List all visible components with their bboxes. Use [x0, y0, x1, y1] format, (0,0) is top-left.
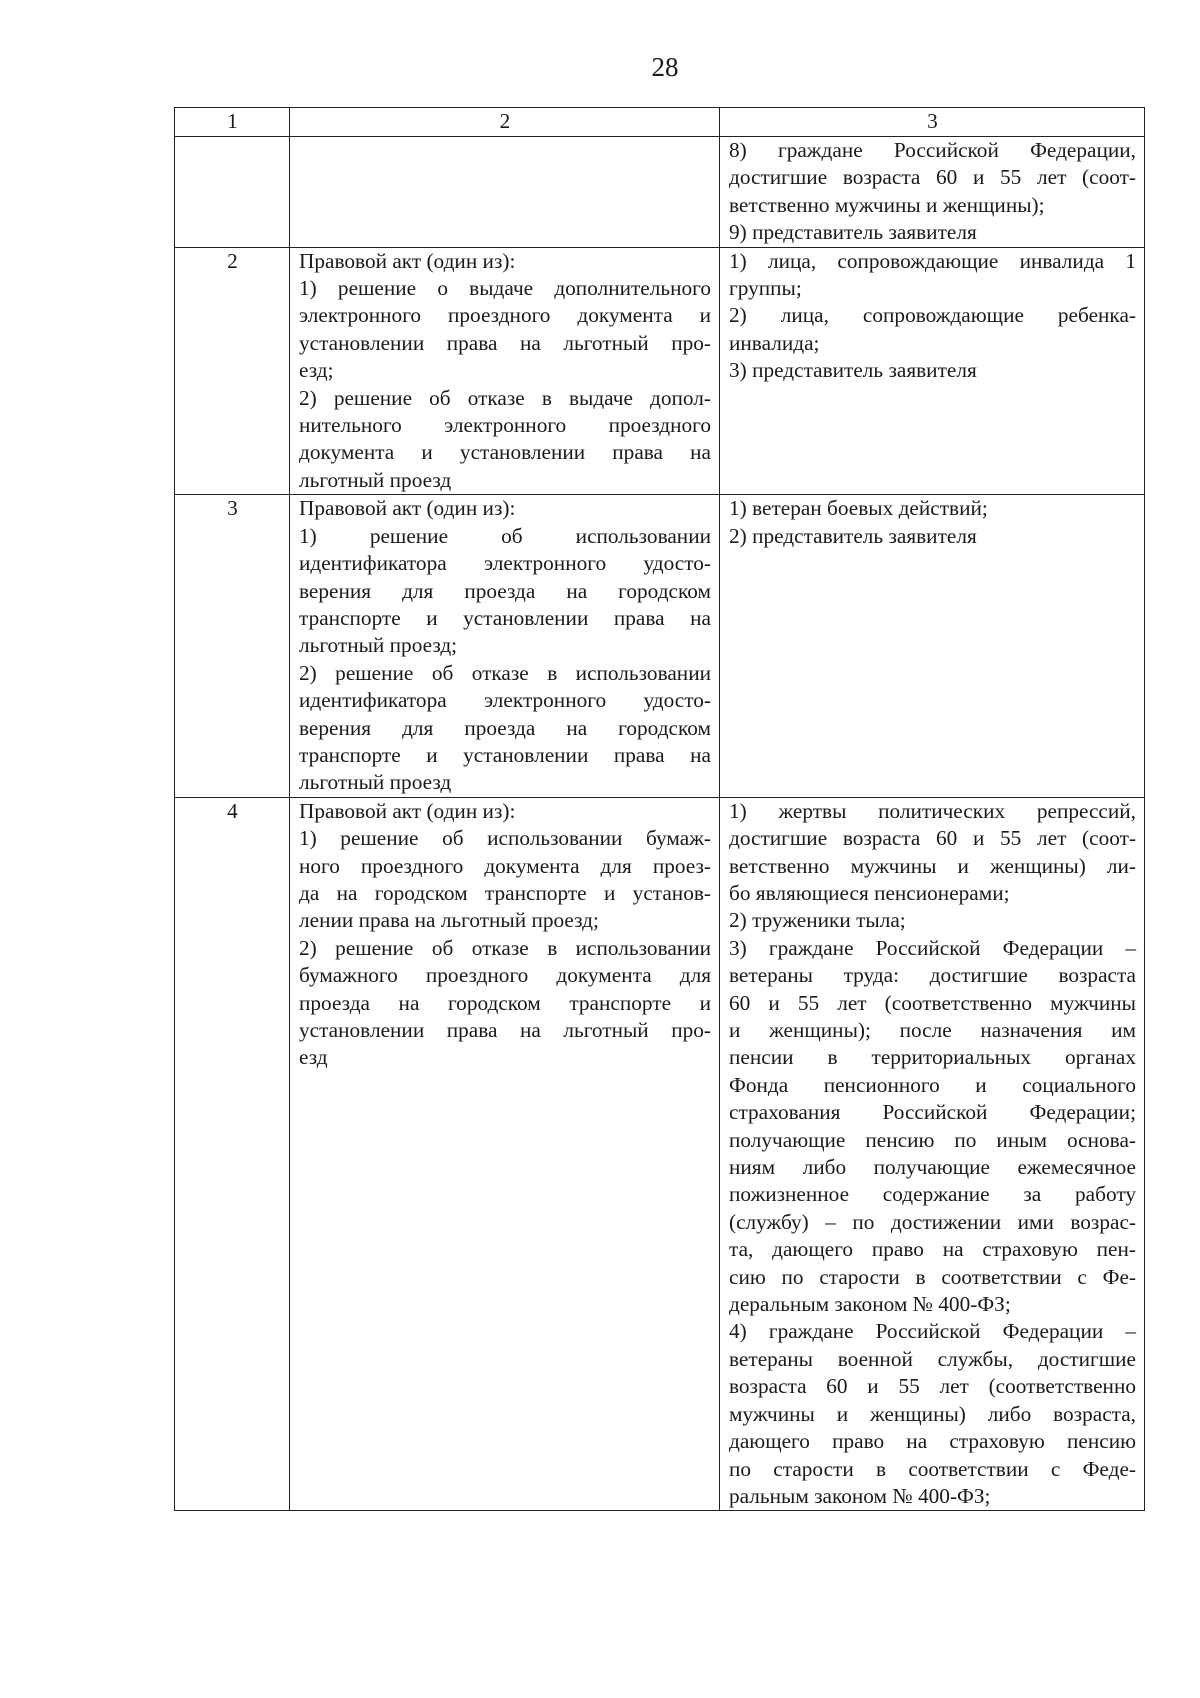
text-line: электронного проездного документа и	[299, 303, 711, 328]
text-line: Фонда пенсионного и социального	[729, 1072, 1136, 1097]
text-line: 1) ветеран боевых действий;	[729, 496, 988, 521]
text-line: ветераны военной службы, достигшие	[729, 1346, 1136, 1371]
text-line: 3) представитель заявителя	[729, 358, 977, 383]
row-number: 3	[175, 495, 290, 797]
text-line: деральным законом № 400-ФЗ;	[729, 1292, 1011, 1317]
column-number-2: 2	[290, 108, 720, 137]
text-line: и женщины); после назначения им	[729, 1018, 1136, 1042]
legal-act-cell	[290, 797, 720, 1511]
table-row	[175, 137, 1145, 248]
column-number-1: 1	[175, 108, 290, 137]
table-row	[175, 797, 1145, 1511]
text-line: та, дающего право на страховую пен-	[729, 1237, 1136, 1262]
text-line: верения для проезда на городском	[299, 715, 711, 740]
text-line: Правовой акт (один из):	[299, 798, 516, 823]
document-table	[174, 107, 1145, 1511]
row-number: 4	[175, 797, 290, 1511]
text-line: 2) представитель заявителя	[729, 523, 977, 548]
text-line: 1) решение о выдаче дополнительного	[299, 276, 711, 301]
text-line: 1) жертвы политических репрессий,	[729, 798, 1136, 823]
text-line: нительного электронного проездного	[299, 413, 711, 438]
text-line: ниям либо получающие ежемесячное	[729, 1155, 1136, 1180]
text-line: ветственно мужчины и женщины) ли-	[729, 853, 1136, 878]
text-line: 60 и 55 лет (соответственно мужчины	[729, 990, 1136, 1015]
text-line: Правовой акт (один из):	[299, 248, 516, 273]
text-line: пенсии в территориальных органах	[729, 1045, 1136, 1070]
text-line: инвалида;	[729, 330, 820, 355]
applicant-category-cell	[720, 137, 1145, 248]
text-line: страхования Российской Федерации;	[729, 1100, 1136, 1125]
text-line: льготный проезд;	[299, 633, 458, 658]
text-line: ветераны труда: достигшие возраста	[729, 963, 1136, 988]
text-line: 1) решение об использовании бумаж-	[299, 826, 711, 851]
text-line: по старости в соответствии с Феде-	[729, 1456, 1136, 1481]
text-line: ного проездного документа для проез-	[299, 853, 711, 878]
text-line: льготный проезд	[299, 770, 452, 795]
text-line: 1) решение об использовании	[299, 523, 711, 548]
text-line: 1) лица, сопровождающие инвалида 1	[729, 248, 1136, 273]
text-line: 2) решение об отказе в использовании	[299, 935, 711, 960]
text-line: мужчины и женщины) либо возраста,	[729, 1401, 1136, 1426]
text-line: получающие пенсию по иным основа-	[729, 1127, 1136, 1152]
text-line: дающего право на страховую пенсию	[729, 1429, 1136, 1454]
text-line: возраста 60 и 55 лет (соответственно	[729, 1374, 1136, 1399]
text-line: пожизненное содержание за работу	[729, 1182, 1136, 1207]
table-header-row	[175, 108, 1145, 137]
text-line: идентификатора электронного удосто-	[299, 688, 711, 713]
row-number: 2	[175, 247, 290, 495]
applicant-category-cell	[720, 495, 1145, 797]
row-number	[175, 137, 290, 248]
column-number-3: 3	[720, 108, 1145, 137]
text-line: сию по старости в соответствии с Фе-	[729, 1264, 1136, 1289]
legal-act-cell	[290, 137, 720, 248]
text-line: 2) труженики тыла;	[729, 908, 906, 933]
text-line: льготный проезд	[299, 467, 452, 492]
text-line: транспорте и установлении права на	[299, 605, 711, 630]
table-row	[175, 247, 1145, 495]
text-line: 2) решение об отказе в использовании	[299, 660, 711, 685]
legal-act-cell	[290, 495, 720, 797]
legal-act-cell	[290, 247, 720, 495]
text-line: установлении права на льготный про-	[299, 1018, 711, 1042]
text-line: лении права на льготный проезд;	[299, 908, 599, 933]
text-line: транспорте и установлении права на	[299, 742, 711, 767]
text-line: езд;	[299, 358, 334, 383]
text-line: достигшие возраста 60 и 55 лет (соот-	[729, 826, 1136, 851]
text-line: бумажного проездного документа для	[299, 963, 711, 988]
applicant-category-cell	[720, 797, 1145, 1511]
text-line: 2) решение об отказе в выдаче допол-	[299, 385, 711, 410]
text-line: достигшие возраста 60 и 55 лет (соот-	[729, 165, 1136, 190]
text-line: ральным законом № 400-ФЗ;	[729, 1483, 991, 1508]
text-line: езд	[299, 1045, 328, 1070]
text-line: 8) граждане Российской Федерации,	[729, 138, 1136, 162]
text-line: установлении права на льготный про-	[299, 330, 711, 355]
text-line: 3) граждане Российской Федерации –	[729, 935, 1136, 960]
text-line: идентификатора электронного удосто-	[299, 551, 711, 576]
text-line: документа и установлении права на	[299, 440, 711, 465]
applicant-category-cell	[720, 247, 1145, 495]
text-line: 2) лица, сопровождающие ребенка-	[729, 303, 1136, 328]
text-line: проезда на городском транспорте и	[299, 990, 711, 1015]
text-line: 4) граждане Российской Федерации –	[729, 1319, 1136, 1344]
text-line: 9) представитель заявителя	[729, 220, 977, 245]
page-number: 28	[651, 52, 679, 82]
text-line: группы;	[729, 276, 802, 301]
text-line: бо являющиеся пенсионерами;	[729, 880, 1010, 905]
table-row	[175, 495, 1145, 797]
text-line: (службу) – по достижении ими возрас-	[729, 1209, 1136, 1234]
text-line: ветственно мужчины и женщины);	[729, 192, 1045, 217]
text-line: да на городском транспорте и установ-	[299, 880, 711, 905]
text-line: Правовой акт (один из):	[299, 496, 516, 521]
text-line: верения для проезда на городском	[299, 578, 711, 603]
